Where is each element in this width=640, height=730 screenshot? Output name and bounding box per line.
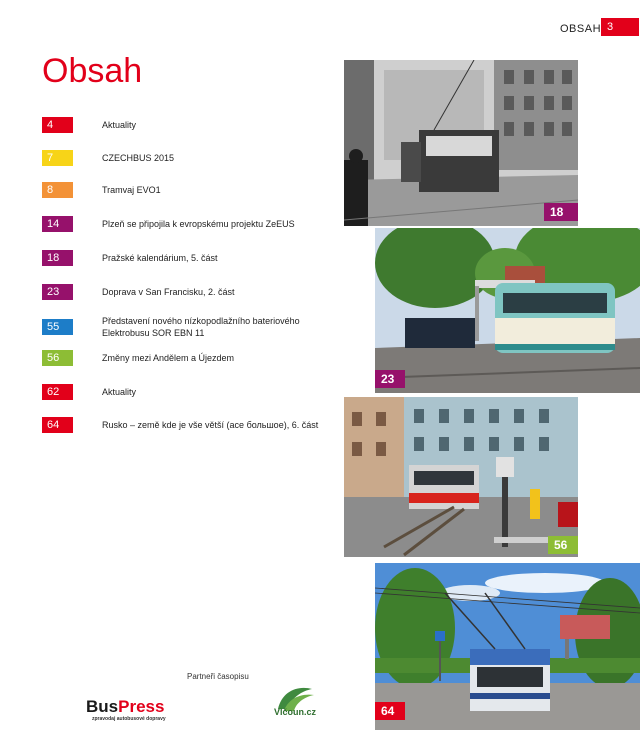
toc-label: Aktuality [102,120,137,130]
toc-number: 7 [42,150,73,166]
photo-russian-trolleybus [375,563,640,730]
photo-historic-tram [344,60,578,226]
toc-item[interactable] [42,384,342,400]
buspress-tagline: zpravodaj autobusové dopravy [92,716,166,722]
toc-item[interactable] [42,250,342,266]
vlcoun-label: Vlčoun.cz [274,707,317,717]
photo-page-badge: 23 [375,370,405,388]
toc-item[interactable] [42,284,342,300]
toc-label [102,315,300,339]
photo-prague-tram [344,397,578,557]
page-title: Obsah [42,52,143,90]
toc-number: 23 [42,284,73,300]
toc-number: 14 [42,216,73,232]
toc-label: CZECHBUS 2015 [102,153,175,163]
toc-number: 18 [42,250,73,266]
buspress-name-part2: Press [118,697,165,716]
toc-label: Doprava v San Francisku, 2. část [102,287,235,297]
toc-number: 55 [42,319,73,335]
toc-label-line2: Elektrobusu SOR EBN 11 [102,328,205,338]
toc-number: 8 [42,182,73,198]
photo-page-badge: 18 [544,203,578,221]
toc-number: 4 [42,117,73,133]
toc-label: Změny mezi Andělem a Újezdem [102,353,235,363]
section-label: OBSAH [560,23,602,35]
toc-item[interactable] [42,417,342,433]
toc-label: Plzeň se připojila k evropskému projektu ZeEUS [102,219,295,229]
photo-page-badge: 56 [548,536,578,554]
toc-item[interactable] [42,182,342,198]
photo-page-badge: 64 [375,702,405,720]
photo-san-francisco-streetcar [375,228,640,393]
toc-number: 56 [42,350,73,366]
toc-item[interactable] [42,350,342,366]
toc-item[interactable] [42,150,342,166]
toc-number: 62 [42,384,73,400]
toc-item[interactable] [42,216,342,232]
toc-label: Rusko – země kde je vše větší (асе большое), 6. část [102,420,319,430]
toc-number: 64 [42,417,73,433]
vlcoun-logo-icon[interactable] [272,683,318,723]
buspress-name-part1: Bus [86,697,119,716]
buspress-logo[interactable] [86,698,166,722]
toc-label: Tramvaj EVO1 [102,185,161,195]
toc-label: Pražské kalendárium, 5. část [102,253,218,263]
toc-item[interactable] [42,117,342,133]
toc-item[interactable] [42,315,342,339]
partners-label: Partneři časopisu [187,672,249,681]
page-number: 3 [601,18,639,36]
toc-label-line1: Představení nového nízkopodlažního bateriového [102,316,300,326]
toc-label: Aktuality [102,387,137,397]
